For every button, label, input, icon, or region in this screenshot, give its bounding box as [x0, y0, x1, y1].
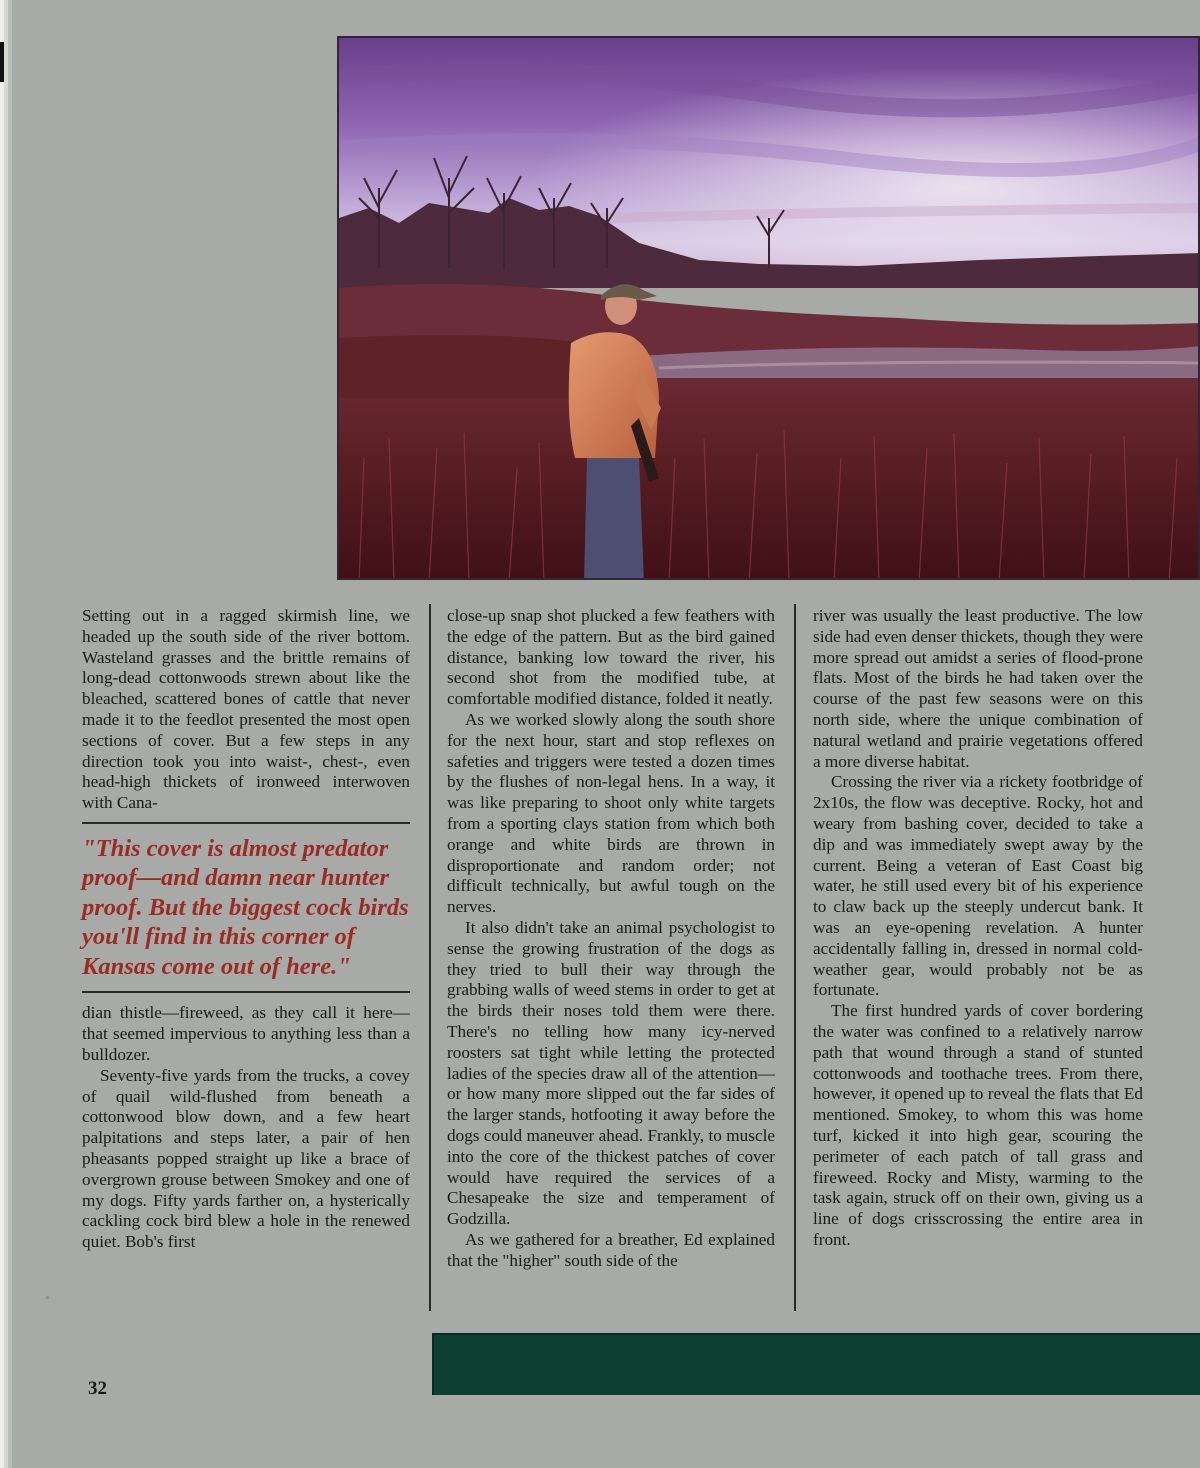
article-column-3: [813, 606, 1143, 1251]
paragraph: river was usually the least productive. The low side had even denser thickets, though they were more spread out amidst a series of flood-prone flats. Most of the birds he had taken over the course of the past few seasons were on this north side, where the unique combination of natural wetland and prairie vegetations offered a more diverse habitat.: [813, 606, 1143, 771]
page-number: 32: [88, 1378, 107, 1399]
paragraph: It also didn't take an animal psychologist to sense the growing frustration of the dogs as they tried to bull their way through the grabbing walls of weed stems in order to get at the birds their noses told them were there. There's no telling how many icy-nerved roosters sat tight while letting the protected ladies of the species draw all of the attention—or how many more slipped out the far sides of the larger stands, hotfooting it away before the dogs could maneuver ahead. Frankly, to muscle into the core of the thickest patches of cover would have required the services of a Chesapeake the size and temperament of Godzilla.: [447, 917, 775, 1229]
binding-mark: [0, 42, 4, 82]
article-column-2: [447, 606, 775, 1272]
footer-color-bar: [432, 1333, 1200, 1395]
column-divider-1: [429, 604, 431, 1311]
pull-quote: "This cover is almost predator proof—and damn near hunter proof. But the biggest cock birds you'll find in this corner of Kansas come out of here.": [82, 834, 409, 980]
print-speck: [46, 1296, 49, 1299]
photo-illustration: [339, 38, 1200, 580]
page-binding-edge: [0, 0, 12, 1468]
paragraph: Seventy-five yards from the trucks, a covey of quail wild-flushed from beneath a cottonwood blow down, and a few heart palpitations and steps later, a pair of hen pheasants popped straight up like a brace of overgrown grouse between Smokey and one of my dogs. Fifty yards farther on, a hysterically cackling cock bird blew a hole in the renewed quiet. Bob's first: [82, 1065, 410, 1252]
paragraph: Crossing the river via a rickety footbridge of 2x10s, the flow was deceptive. Rocky, hot and weary from bashing cover, decided to take a dip and was immediately swept away by the current. Being a veteran of East Coast big water, he still used every bit of his experience to claw back up the steeply undercut bank. It was an eye-opening revelation. A hunter accidentally falling in, dressed in normal cold-weather gear, would probably not be as fortunate.: [813, 772, 1143, 1000]
paragraph: As we gathered for a breather, Ed explained that the "higher" south side of the: [447, 1229, 775, 1270]
paragraph: The first hundred yards of cover bordering the water was confined to a relatively narrow path that wound through a stand of stunted cottonwoods and toothache trees. From there, however, it opened up to reveal the flats that Ed mentioned. Smokey, to whom this was home turf, kicked it into high gear, scouring the perimeter of each patch of tall grass and fireweed. Rocky and Misty, warming to the task again, struck off on their own, giving us a line of dogs crisscrossing the entire area in front.: [813, 1001, 1143, 1249]
pull-quote-rule-bottom: [82, 991, 410, 993]
paragraph: Setting out in a ragged skirmish line, we headed up the south side of the river bottom. Wasteland grasses and the brittle remains of long-dead cottonwoods strewn about like the bleached, scattered bones of cattle that never made it to the feedlot presented the most open sections of cover. But a few steps in any direction took you into waist-, chest-, even head-high thickets of ironweed interwoven with Cana-: [82, 606, 410, 813]
column-divider-2: [794, 604, 796, 1311]
pull-quote-rule-top: [82, 822, 410, 824]
paragraph: dian thistle—fireweed, as they call it here—that seemed impervious to anything less than a bulldozer.: [82, 1003, 410, 1065]
photo-hunter-in-grass: [337, 36, 1200, 580]
paragraph: As we worked slowly along the south shore for the next hour, start and stop reflexes on safeties and triggers were tested a dozen times by the flushes of non-legal hens. In a way, it was like preparing to shoot only white targets from a sporting clays station from which both orange and white birds are thrown in disproportionate and random order; not difficult technically, but awful tough on the nerves.: [447, 709, 775, 917]
article-column-1: [82, 606, 410, 1253]
paragraph: close-up snap shot plucked a few feathers with the edge of the pattern. But as the bird gained distance, banking low toward the river, his second shot from the modified tube, at comfortable modified distance, folded it neatly.: [447, 606, 775, 709]
